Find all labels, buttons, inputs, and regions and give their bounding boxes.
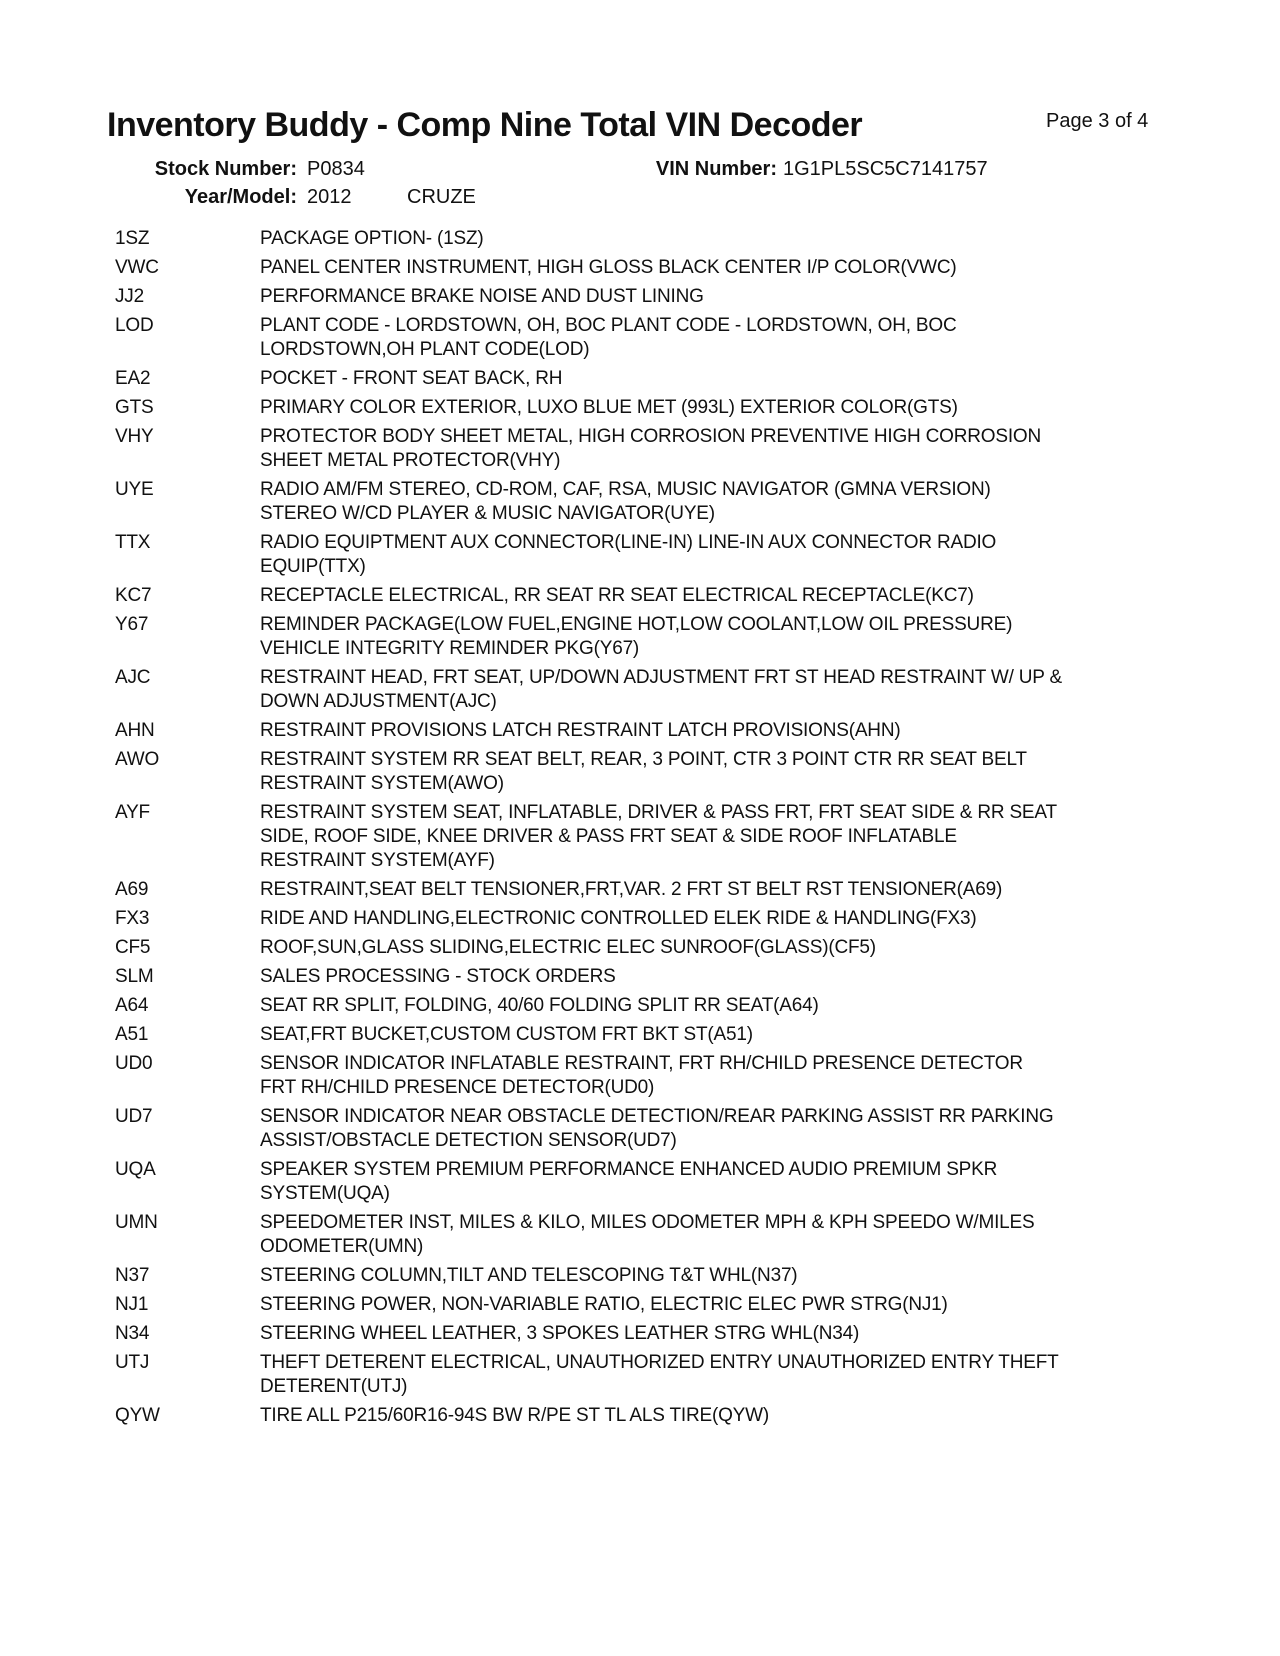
option-description [260, 425, 1190, 473]
year-model-label: Year/Model: [184, 186, 297, 208]
option-description [260, 1158, 1190, 1206]
option-description-line: SYSTEM(UQA) [260, 1183, 390, 1204]
option-description [260, 314, 1190, 362]
option-code: UD0 [115, 1053, 153, 1074]
option-row [115, 478, 1190, 526]
option-description-line: SENSOR INDICATOR NEAR OBSTACLE DETECTION/REAR PARKING ASSIST RR PARKING [260, 1106, 1054, 1127]
option-description [260, 1351, 1190, 1399]
option-row [115, 1404, 1190, 1428]
option-description-line: STEERING COLUMN,TILT AND TELESCOPING T&T WHL(N37) [260, 1265, 798, 1286]
option-description-line: THEFT DETERENT ELECTRICAL, UNAUTHORIZED ENTRY UNAUTHORIZED ENTRY THEFT [260, 1352, 1059, 1373]
model-value: CRUZE [407, 186, 476, 208]
option-code: TTX [115, 532, 151, 553]
option-description-line: DETERENT(UTJ) [260, 1376, 408, 1397]
option-codes-list [115, 227, 1190, 1433]
option-description-line: RESTRAINT SYSTEM(AWO) [260, 773, 504, 794]
option-description [260, 367, 1190, 391]
option-row [115, 285, 1190, 309]
option-description-line: PRIMARY COLOR EXTERIOR, LUXO BLUE MET (993L) EXTERIOR COLOR(GTS) [260, 397, 958, 418]
option-code: UMN [115, 1212, 158, 1233]
option-description [260, 256, 1190, 280]
option-description [260, 285, 1190, 309]
option-code: VHY [115, 426, 154, 447]
option-description-line: SEAT,FRT BUCKET,CUSTOM CUSTOM FRT BKT ST(A51) [260, 1024, 753, 1045]
option-description [260, 584, 1190, 608]
option-description-line: ASSIST/OBSTACLE DETECTION SENSOR(UD7) [260, 1130, 677, 1151]
vin-number-value: 1G1PL5SC5C7141757 [783, 158, 988, 180]
option-description-line: RIDE AND HANDLING,ELECTRONIC CONTROLLED ELEK RIDE & HANDLING(FX3) [260, 908, 977, 929]
option-description-line: RESTRAINT SYSTEM SEAT, INFLATABLE, DRIVER & PASS FRT, FRT SEAT SIDE & RR SEAT [260, 802, 1057, 823]
option-description [260, 719, 1190, 743]
option-code: UYE [115, 479, 154, 500]
option-description [260, 1404, 1190, 1428]
option-description [260, 907, 1190, 931]
option-row [115, 801, 1190, 873]
option-description-line: SEAT RR SPLIT, FOLDING, 40/60 FOLDING SPLIT RR SEAT(A64) [260, 995, 819, 1016]
option-description-line: TIRE ALL P215/60R16-94S BW R/PE ST TL ALS TIRE(QYW) [260, 1405, 769, 1426]
option-code: A69 [115, 879, 149, 900]
option-code: JJ2 [115, 286, 144, 307]
option-description-line: PACKAGE OPTION- (1SZ) [260, 228, 484, 249]
option-description-line: STEREO W/CD PLAYER & MUSIC NAVIGATOR(UYE) [260, 503, 715, 524]
option-description-line: RESTRAINT SYSTEM(AYF) [260, 850, 495, 871]
option-code: CF5 [115, 937, 151, 958]
option-description [260, 1293, 1190, 1317]
option-description-line: RESTRAINT PROVISIONS LATCH RESTRAINT LATCH PROVISIONS(AHN) [260, 720, 901, 741]
option-description-line: POCKET - FRONT SEAT BACK, RH [260, 368, 563, 389]
option-code: NJ1 [115, 1294, 149, 1315]
option-description [260, 1052, 1190, 1100]
option-row [115, 584, 1190, 608]
option-row [115, 1264, 1190, 1288]
option-description-line: RESTRAINT SYSTEM RR SEAT BELT, REAR, 3 POINT, CTR 3 POINT CTR RR SEAT BELT [260, 749, 1027, 770]
option-description [260, 478, 1190, 526]
option-description [260, 936, 1190, 960]
option-description-line: LORDSTOWN,OH PLANT CODE(LOD) [260, 339, 590, 360]
option-description-line: SALES PROCESSING - STOCK ORDERS [260, 966, 616, 987]
option-description-line: PROTECTOR BODY SHEET METAL, HIGH CORROSION PREVENTIVE HIGH CORROSION [260, 426, 1041, 447]
option-code: UQA [115, 1159, 156, 1180]
option-row [115, 965, 1190, 989]
option-description-line: PLANT CODE - LORDSTOWN, OH, BOC PLANT CODE - LORDSTOWN, OH, BOC [260, 315, 957, 336]
option-description-line: RECEPTACLE ELECTRICAL, RR SEAT RR SEAT ELECTRICAL RECEPTACLE(KC7) [260, 585, 974, 606]
option-code: AYF [115, 802, 150, 823]
option-description-line: RESTRAINT,SEAT BELT TENSIONER,FRT,VAR. 2 FRT ST BELT RST TENSIONER(A69) [260, 879, 1003, 900]
option-code: 1SZ [115, 228, 150, 249]
option-description-line: FRT RH/CHILD PRESENCE DETECTOR(UD0) [260, 1077, 655, 1098]
option-row [115, 227, 1190, 251]
option-description-line: DOWN ADJUSTMENT(AJC) [260, 691, 497, 712]
option-description [260, 965, 1190, 989]
option-description-line: RADIO EQUIPTMENT AUX CONNECTOR(LINE-IN) LINE-IN AUX CONNECTOR RADIO [260, 532, 997, 553]
option-description-line: STEERING WHEEL LEATHER, 3 SPOKES LEATHER STRG WHL(N34) [260, 1323, 860, 1344]
option-row [115, 994, 1190, 1018]
option-code: SLM [115, 966, 154, 987]
page-number-indicator: Page 3 of 4 [1046, 110, 1149, 132]
option-code: VWC [115, 257, 159, 278]
option-row [115, 878, 1190, 902]
option-code: GTS [115, 397, 154, 418]
option-row [115, 907, 1190, 931]
vin-number-label: VIN Number: [655, 158, 777, 180]
option-row [115, 1052, 1190, 1100]
option-code: AJC [115, 667, 151, 688]
option-row [115, 396, 1190, 420]
option-description-line: STEERING POWER, NON-VARIABLE RATIO, ELECTRIC ELEC PWR STRG(NJ1) [260, 1294, 948, 1315]
option-code: N37 [115, 1265, 150, 1286]
option-row [115, 1322, 1190, 1346]
option-description-line: ROOF,SUN,GLASS SLIDING,ELECTRIC ELEC SUNROOF(GLASS)(CF5) [260, 937, 876, 958]
option-row [115, 1211, 1190, 1259]
option-description [260, 748, 1190, 796]
option-description-line: PANEL CENTER INSTRUMENT, HIGH GLOSS BLACK CENTER I/P COLOR(VWC) [260, 257, 957, 278]
stock-number-value: P0834 [307, 158, 365, 180]
option-description-line: SIDE, ROOF SIDE, KNEE DRIVER & PASS FRT SEAT & SIDE ROOF INFLATABLE [260, 826, 957, 847]
option-code: EA2 [115, 368, 151, 389]
option-row [115, 1105, 1190, 1153]
option-row [115, 531, 1190, 579]
option-row [115, 425, 1190, 473]
option-description-line: ODOMETER(UMN) [260, 1236, 424, 1257]
option-description [260, 666, 1190, 714]
option-description [260, 878, 1190, 902]
option-description [260, 1322, 1190, 1346]
option-description [260, 1105, 1190, 1153]
option-code: QYW [115, 1405, 160, 1426]
option-description [260, 1264, 1190, 1288]
option-row [115, 748, 1190, 796]
option-row [115, 1023, 1190, 1047]
option-description [260, 613, 1190, 661]
option-code: LOD [115, 315, 154, 336]
option-description-line: REMINDER PACKAGE(LOW FUEL,ENGINE HOT,LOW COOLANT,LOW OIL PRESSURE) [260, 614, 1013, 635]
option-description-line: SPEEDOMETER INST, MILES & KILO, MILES ODOMETER MPH & KPH SPEEDO W/MILES [260, 1212, 1035, 1233]
option-code: A64 [115, 995, 149, 1016]
option-row [115, 1293, 1190, 1317]
option-description [260, 396, 1190, 420]
option-description [260, 801, 1190, 873]
option-row [115, 314, 1190, 362]
option-description [260, 227, 1190, 251]
option-code: AWO [115, 749, 160, 770]
option-description-line: SENSOR INDICATOR INFLATABLE RESTRAINT, FRT RH/CHILD PRESENCE DETECTOR [260, 1053, 1023, 1074]
option-row [115, 666, 1190, 714]
page-title: Inventory Buddy - Comp Nine Total VIN Decoder [107, 106, 863, 144]
option-description [260, 1023, 1190, 1047]
option-row [115, 367, 1190, 391]
option-code: FX3 [115, 908, 150, 929]
option-description-line: SHEET METAL PROTECTOR(VHY) [260, 450, 561, 471]
option-row [115, 613, 1190, 661]
option-code: N34 [115, 1323, 150, 1344]
option-description [260, 994, 1190, 1018]
option-description [260, 531, 1190, 579]
option-code: Y67 [115, 614, 149, 635]
option-code: KC7 [115, 585, 152, 606]
option-description-line: EQUIP(TTX) [260, 556, 366, 577]
option-description-line: RADIO AM/FM STEREO, CD-ROM, CAF, RSA, MUSIC NAVIGATOR (GMNA VERSION) [260, 479, 991, 500]
option-row [115, 256, 1190, 280]
option-code: AHN [115, 720, 155, 741]
option-row [115, 936, 1190, 960]
option-description [260, 1211, 1190, 1259]
stock-number-label: Stock Number: [154, 158, 297, 180]
option-row [115, 1158, 1190, 1206]
year-value: 2012 [307, 186, 352, 208]
option-description-line: PERFORMANCE BRAKE NOISE AND DUST LINING [260, 286, 704, 307]
option-description-line: VEHICLE INTEGRITY REMINDER PKG(Y67) [260, 638, 640, 659]
option-code: A51 [115, 1024, 149, 1045]
option-code: UD7 [115, 1106, 153, 1127]
option-row [115, 1351, 1190, 1399]
option-code: UTJ [115, 1352, 150, 1373]
option-description-line: SPEAKER SYSTEM PREMIUM PERFORMANCE ENHANCED AUDIO PREMIUM SPKR [260, 1159, 998, 1180]
option-description-line: RESTRAINT HEAD, FRT SEAT, UP/DOWN ADJUSTMENT FRT ST HEAD RESTRAINT W/ UP & [260, 667, 1062, 688]
option-row [115, 719, 1190, 743]
